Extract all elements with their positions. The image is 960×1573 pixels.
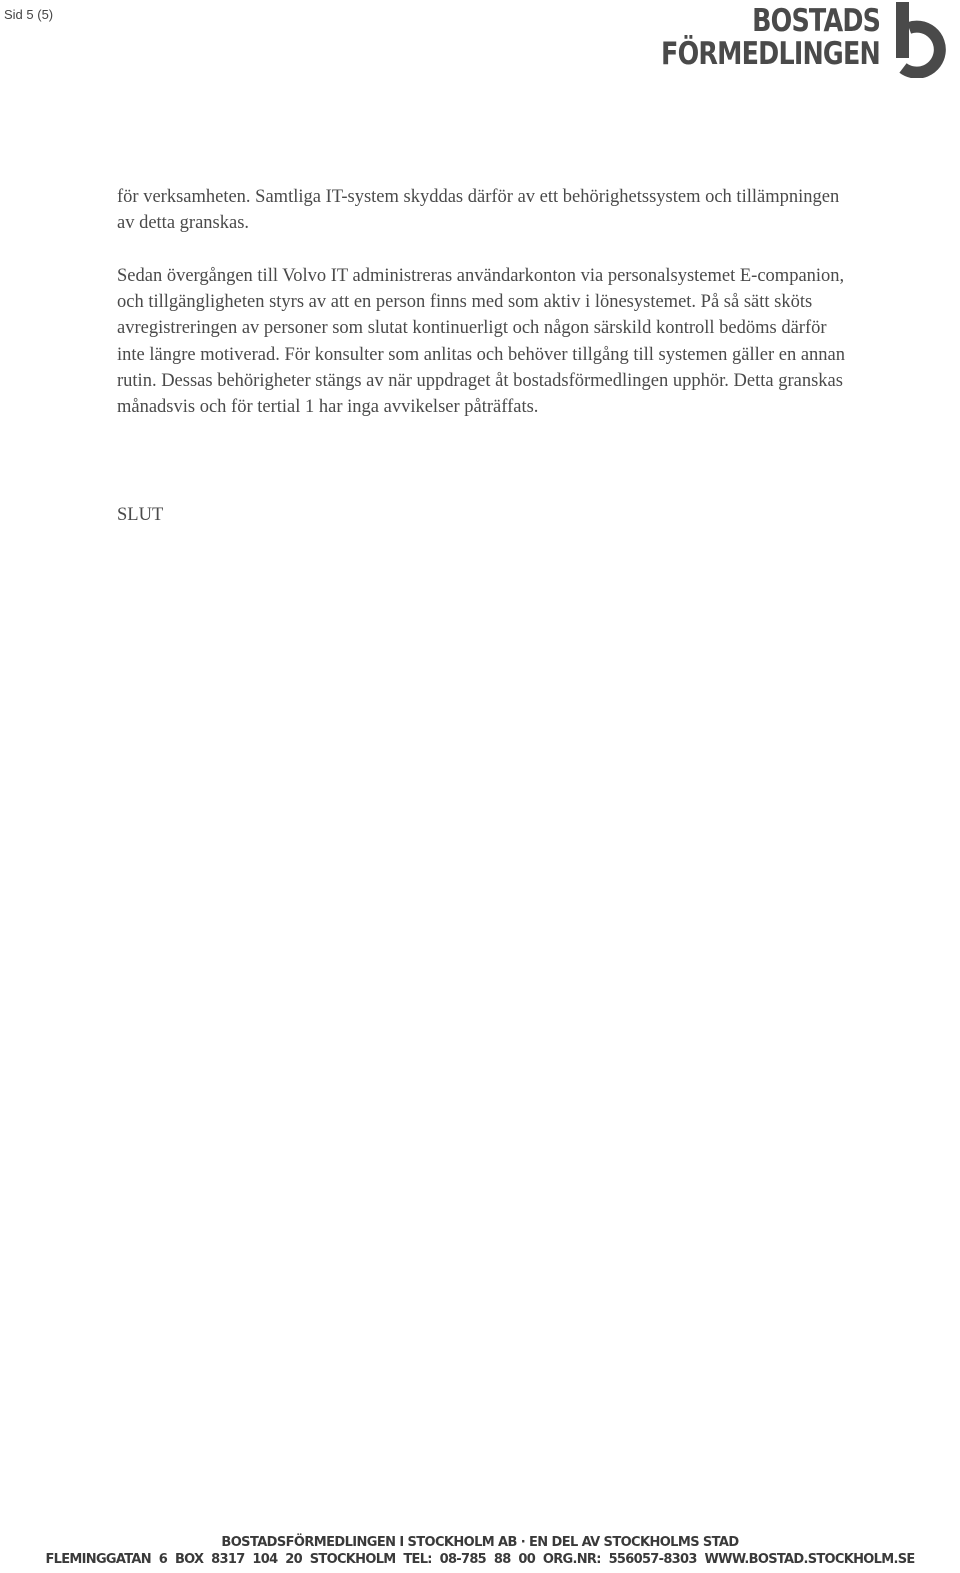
page-number: Sid 5 (5) (4, 7, 54, 22)
footer-organization: BOSTADSFÖRMEDLINGEN I STOCKHOLM AB · EN DEL AV STOCKHOLMS STAD (221, 1535, 739, 1550)
document-body (117, 184, 847, 421)
bostadsformedlingen-logo (661, 2, 958, 78)
footer-contact-info: FLEMINGGATAN 6 BOX 8317 104 20 STOCKHOLM TEL: 08-785 88 00 ORG.NR: 556057-8303 WWW.BOSTAD.STOCKHOLM.SE (45, 1552, 915, 1567)
end-marker: SLUT (117, 505, 164, 525)
paragraph: Sedan övergången till Volvo IT administreras användarkonton via personalsystemet E-companion, och tillgängligheten styrs av att en person finns med som aktiv i lönesystemet. På så sätt sköts avregistreringen av personer som slutat kontinuerligt och någon särskild kontroll bedöms därför inte längre motiverad. För konsulter som anlitas och behöver tillgång till systemen gäller en annan rutin. Dessas behörigheter stängs av när uppdraget åt bostadsförmedlingen upphör. Detta granskas månadsvis och för tertial 1 har inga avvikelser påträffats. (117, 265, 845, 418)
logo-text-formedlingen: FÖRMEDLINGEN (661, 36, 880, 72)
paragraph: för verksamheten. Samtliga IT-system skyddas därför av ett behörighetssystem och tillämpningen av detta granskas. (117, 187, 840, 234)
logo-text-bostads: BOSTADS (751, 3, 880, 39)
logo-b-icon (882, 2, 958, 78)
